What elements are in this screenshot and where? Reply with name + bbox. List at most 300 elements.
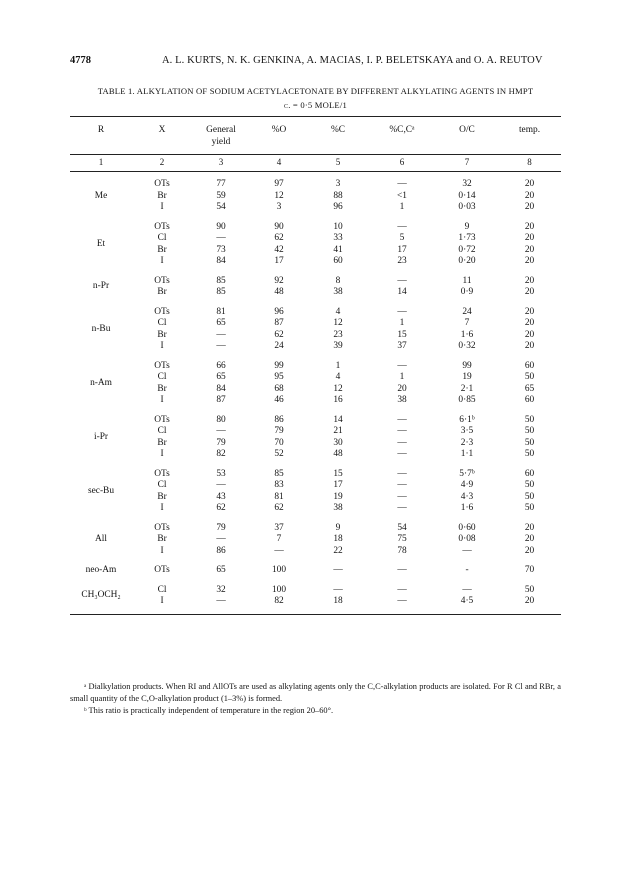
table-row [70,585,561,597]
group-spacer-cell [70,214,561,222]
group-spacer-cell [70,557,561,565]
table-cell: 60 [524,360,535,371]
table-cell: 0·20 [458,256,476,266]
table-cell: 19 [462,372,472,382]
table-cell: I [160,202,164,212]
table-row [70,341,561,353]
table-cell: 14 [397,287,407,297]
table-cell: 20 [524,545,535,556]
table-row [70,546,561,558]
table-cell: 3 [335,179,341,189]
table-cell: 3·5 [460,426,474,436]
table-cell: Br [157,491,167,502]
table-row [70,245,561,257]
table-row [70,276,561,288]
table-cell: — [397,306,407,317]
table-cell: 1·1 [460,449,474,459]
table-mid-rule [70,154,561,155]
table-cell: 73 [216,244,226,255]
table-cell: — [397,179,407,189]
table-cell: 46 [274,395,284,405]
table-cell: I [160,449,164,459]
table-row [70,287,561,299]
table-cell: — [333,584,343,595]
table-cell: 24 [274,341,284,351]
table-cell: Cl [157,426,167,436]
table-cell: 87 [216,395,226,405]
table-cell: 18 [333,534,343,544]
table-cell: 50 [524,426,535,436]
col-header-general-yield-text: General yield [206,125,236,147]
table-cell: 53 [216,468,226,479]
table-cell: 65 [216,372,226,382]
table-cell: 20 [524,202,535,212]
table-cell: 7 [464,318,470,328]
table-cell: 20 [524,221,535,232]
table-cell: OTs [154,468,170,479]
table-cell: 15 [333,468,343,479]
table-cell: 62 [274,503,284,513]
table-cell: 20 [397,383,407,394]
table-cell: 1·6 [460,329,474,340]
table-cell: 96 [274,306,284,317]
table-cell: 4 [335,372,341,382]
table-cell: 39 [333,341,343,351]
table-cell: 52 [274,449,284,459]
table-cell: 4 [335,306,341,317]
table-cell: 17 [274,256,284,266]
table-cell: 85 [216,287,226,297]
table-index-rule [70,171,561,172]
table-row [70,415,561,427]
group-spacer-cell [70,268,561,276]
group-spacer-cell [70,171,561,179]
table-cell: 81 [216,306,226,317]
table-cell: 50 [524,437,535,448]
table-cell: — [216,596,226,606]
col-header-temp: temp. [518,125,541,135]
table-cell: OTs [154,306,170,317]
table-caption-title: TABLE 1. ALKYLATION OF SODIUM ACETYLACETONATE BY DIFFERENT ALKYLATING AGENTS IN HMPT [97,86,534,96]
row-group-label: Me [94,190,108,201]
table-cell: 79 [216,437,226,448]
table-cell: — [397,565,407,575]
table-cell: — [397,491,407,502]
table-row [70,202,561,214]
table-cell: 79 [216,522,226,533]
table-cell: 11 [462,275,472,286]
group-spacer [70,407,561,415]
table-cell: — [397,503,407,513]
table-cell: 50 [524,414,535,425]
table-cell: 38 [333,287,343,297]
table-cell: 12 [333,318,343,328]
table-row [70,523,561,535]
table-cell: 0·08 [458,534,476,544]
table-cell: 99 [274,360,284,371]
row-group-label: Et [96,238,106,249]
table-cell: 96 [333,202,343,212]
group-spacer-cell [70,353,561,361]
row-group-label: CH₃OCH₂ [81,590,121,601]
table-cell: 97 [274,179,284,189]
table-row [70,469,561,481]
table-cell: 88 [333,190,343,201]
table-cell: 90 [216,221,226,232]
table-cell: OTs [154,360,170,371]
table-cell: 9 [335,522,341,533]
table-cell: Br [157,190,167,201]
table-cell: 20 [524,244,535,255]
table-cell: 3 [276,202,282,212]
row-group-label: n-Am [90,377,112,388]
table-cell: — [397,414,407,425]
table-cell: Br [157,437,167,448]
table-cell: 62 [274,233,284,243]
row-group-label: neo-Am [85,565,117,575]
table-cell: 59 [216,190,226,201]
table-cell: 10 [333,221,343,232]
table-cell: 16 [333,395,343,405]
table-cell: 60 [524,395,535,405]
table-cell: 79 [274,426,284,436]
table-cell: 32 [462,179,472,189]
table-cell: 87 [274,318,284,328]
table-cell: 37 [397,341,407,351]
table-cell: OTs [154,275,170,286]
page-header [70,55,561,71]
alkylation-table [70,118,561,608]
group-spacer-cell [70,461,561,469]
table-cell: 5·7ᵇ [459,468,475,479]
table-row [70,233,561,245]
table-cell: 0·14 [458,190,476,201]
table-cell: 54 [397,522,407,533]
group-spacer [70,214,561,222]
table-row [70,395,561,407]
row-group-label: sec-Bu [87,485,115,496]
table-cell: 60 [524,468,535,479]
table-row [70,191,561,203]
table-cell: 1 [399,318,405,328]
table-cell: 1 [399,372,405,382]
table-row [70,449,561,461]
table-cell: 21 [333,426,343,436]
table-cell: 42 [274,244,284,255]
table-cell: OTs [154,179,170,189]
table-cell: 1 [335,360,341,371]
table-cell: — [397,221,407,232]
table-cell: 20 [524,275,535,286]
table-row [70,318,561,330]
group-spacer [70,268,561,276]
table-cell: 20 [524,596,535,606]
table-cell: 18 [333,596,343,606]
table-cell: 33 [333,233,343,243]
table-cell: Cl [157,480,167,490]
table-cell: 8 [335,275,341,286]
table-cell: 99 [462,360,472,371]
table-cell: I [160,545,164,556]
table-cell: 14 [333,414,343,425]
row-group-label: All [95,534,107,544]
footnote-b: ᵇ This ratio is practically independent of temperature in the region 20–60°. [84,706,334,715]
table-cell: — [397,468,407,479]
table-top-rule [70,116,561,117]
table-cell: 20 [524,287,535,297]
table-cell: 4·9 [460,480,474,490]
table-cell: OTs [154,221,170,232]
table-cell: 0·9 [460,287,474,297]
table-cell: 48 [274,287,284,297]
group-spacer [70,171,561,179]
table-row [70,222,561,234]
table-cell: 62 [216,503,226,513]
table-cell: 15 [397,329,407,340]
col-header-pct-c: %C [330,125,346,135]
table-cell: 83 [274,480,284,490]
table-cell: 95 [274,372,284,382]
col-header-pct-o: %O [271,125,287,135]
column-number-row [70,154,561,171]
group-spacer-cell [70,299,561,307]
table-cell: 70 [274,437,284,448]
table-cell: Br [157,329,167,340]
table-cell: 81 [274,491,284,502]
table-cell: 4·5 [460,596,474,606]
footnote-a: ᵃ Dialkylation products. When RI and AllOTs are used as alkylating agents only the C,C-alkylation products are isolated. For R Cl and RBr, a small quantity of the C,O-alkylation product (1–3%) is formed. [70,682,561,703]
table-cell: 78 [397,545,407,556]
table-cell: — [397,426,407,436]
table-cell: 65 [216,318,226,328]
row-group-label: n-Pr [92,281,110,292]
table-cell: 7 [276,534,282,544]
table-cell: 77 [216,179,226,189]
table-cell: 20 [524,233,535,243]
table-cell: 32 [216,584,226,595]
table-cell: 82 [216,449,226,459]
table-cell: 6·1ᵇ [459,414,475,425]
column-header-row [70,118,561,154]
column-number: 2 [159,157,165,167]
table-cell: Br [157,244,167,255]
table-cell: 23 [333,329,343,340]
table-cell: 9 [464,221,470,232]
table-cell: Br [157,383,167,394]
table-cell: — [333,565,343,575]
table-cell: I [160,503,164,513]
table-cell: — [216,426,226,436]
col-header-o-c: O/C [459,125,475,135]
table-cell: 20 [524,522,535,533]
table-cell: — [216,233,226,243]
table-row [70,256,561,268]
table-cell: 30 [333,437,343,448]
col-header-pct-cc: %C,Cᵃ [389,125,415,135]
table-cell: 86 [216,545,226,556]
col-header-r: R [97,125,105,135]
table-cell: 50 [524,503,535,513]
table-row [70,307,561,319]
table-row [70,503,561,515]
table-cell: 66 [216,360,226,371]
page-number: 4778 [70,55,91,66]
table-cell: OTs [154,414,170,425]
table-cell: 20 [524,256,535,266]
table-cell: 0·03 [458,202,476,212]
table-cell: <1 [397,190,407,201]
group-spacer [70,557,561,565]
table-cell: 12 [274,190,284,201]
table-cell: 100 [271,565,287,575]
table-cell: 20 [524,179,535,189]
group-spacer-cell [70,407,561,415]
table-row [70,480,561,492]
table-cell: I [160,341,164,351]
table-cell: - [465,565,469,575]
table-cell: 20 [524,190,535,201]
table-cell: I [160,256,164,266]
table-cell: — [397,275,407,286]
table-cell: OTs [154,565,170,575]
table-cell: — [397,584,407,595]
table-cell: 20 [524,341,535,351]
table-cell: Cl [157,233,167,243]
table-cell: 17 [333,480,343,490]
table-row [70,596,561,608]
table-row [70,361,561,373]
table-row [70,492,561,504]
table-cell: — [397,360,407,371]
column-number: 7 [464,157,470,167]
table-cell: 60 [333,256,343,266]
column-number: 4 [276,157,282,167]
table-cell: — [216,534,226,544]
table-cell: 86 [274,414,284,425]
table-cell: Br [157,287,167,297]
table-cell: 54 [216,202,226,212]
table-bottom-rule [70,614,561,615]
table-cell: 84 [216,256,226,266]
table-cell: I [160,596,164,606]
table-cell: 20 [524,329,535,340]
table-cell: 20 [524,318,535,328]
group-spacer-cell [70,515,561,523]
table-cell: — [397,596,407,606]
table-cell: 5 [399,233,405,243]
table-cell: — [397,449,407,459]
table-row [70,534,561,546]
table-cell: 0·72 [458,244,476,255]
table-cell: 75 [397,534,407,544]
group-spacer [70,299,561,307]
table-cell: 50 [524,491,535,502]
table-cell: Cl [157,372,167,382]
table-row [70,438,561,450]
author-line: A. L. KURTS, N. K. GENKINA, A. MACIAS, I. P. BELETSKAYA and O. A. REUTOV [162,55,543,66]
table-cell: 100 [271,584,287,595]
table-cell: 23 [397,256,407,266]
table-cell: 17 [397,244,407,255]
table-cell: 1 [399,202,405,212]
table-cell: 43 [216,491,226,502]
table-cell: — [397,437,407,448]
table-cell: 65 [216,565,226,575]
table-cell: 0·85 [458,395,476,405]
column-number: 6 [399,157,405,167]
table-cell: — [462,545,472,556]
table-cell: 22 [333,545,343,556]
table-cell: 50 [524,584,535,595]
table-cell: 37 [274,522,284,533]
table-cell: 92 [274,275,284,286]
table-cell: 4·3 [460,491,474,502]
table-cell: 62 [274,329,284,340]
footnotes [70,681,561,717]
table-cell: Cl [157,584,167,595]
table-cell: 68 [274,383,284,394]
table-cell: 19 [333,491,343,502]
group-spacer-cell [70,577,561,585]
table-cell: 12 [333,383,343,394]
table-cell: 0·32 [458,341,476,351]
table-row [70,426,561,438]
row-group-label: n-Bu [91,323,111,334]
table-row [70,372,561,384]
col-header-general-yield [192,118,250,154]
table-cell: 2·3 [460,437,474,448]
table-cell: 1·73 [458,233,476,243]
group-spacer [70,461,561,469]
table-cell: OTs [154,522,170,533]
table-body [70,118,561,608]
group-spacer [70,353,561,361]
table-cell: 2·1 [460,383,474,394]
table-row [70,179,561,191]
table-caption [70,84,561,112]
table-cell: 48 [333,449,343,459]
row-group-label: i-Pr [93,431,109,442]
column-number: 5 [335,157,341,167]
table-cell: 90 [274,221,284,232]
table-cell: 85 [216,275,226,286]
table-cell: 20 [524,306,535,317]
table-cell: 50 [524,372,535,382]
table-cell: — [216,341,226,351]
table-cell: 84 [216,383,226,394]
table-cell: 65 [524,383,535,394]
table-cell: 50 [524,480,535,490]
table-cell: 20 [524,534,535,544]
col-header-x: X [158,125,166,135]
table-cell: — [274,545,284,556]
table-cell: 41 [333,244,343,255]
table-cell: — [397,480,407,490]
table-cell: 38 [397,395,407,405]
column-number: 8 [527,157,532,167]
table-cell: 80 [216,414,226,425]
table-cell: 50 [524,449,535,459]
table-row [70,565,561,577]
column-number: 1 [98,157,104,167]
group-spacer [70,577,561,585]
table-cell: 24 [462,306,472,317]
group-spacer [70,515,561,523]
table-cell: — [216,480,226,490]
table-cell: 0·60 [458,522,476,533]
table-cell: Cl [157,318,167,328]
table-cell: 38 [333,503,343,513]
